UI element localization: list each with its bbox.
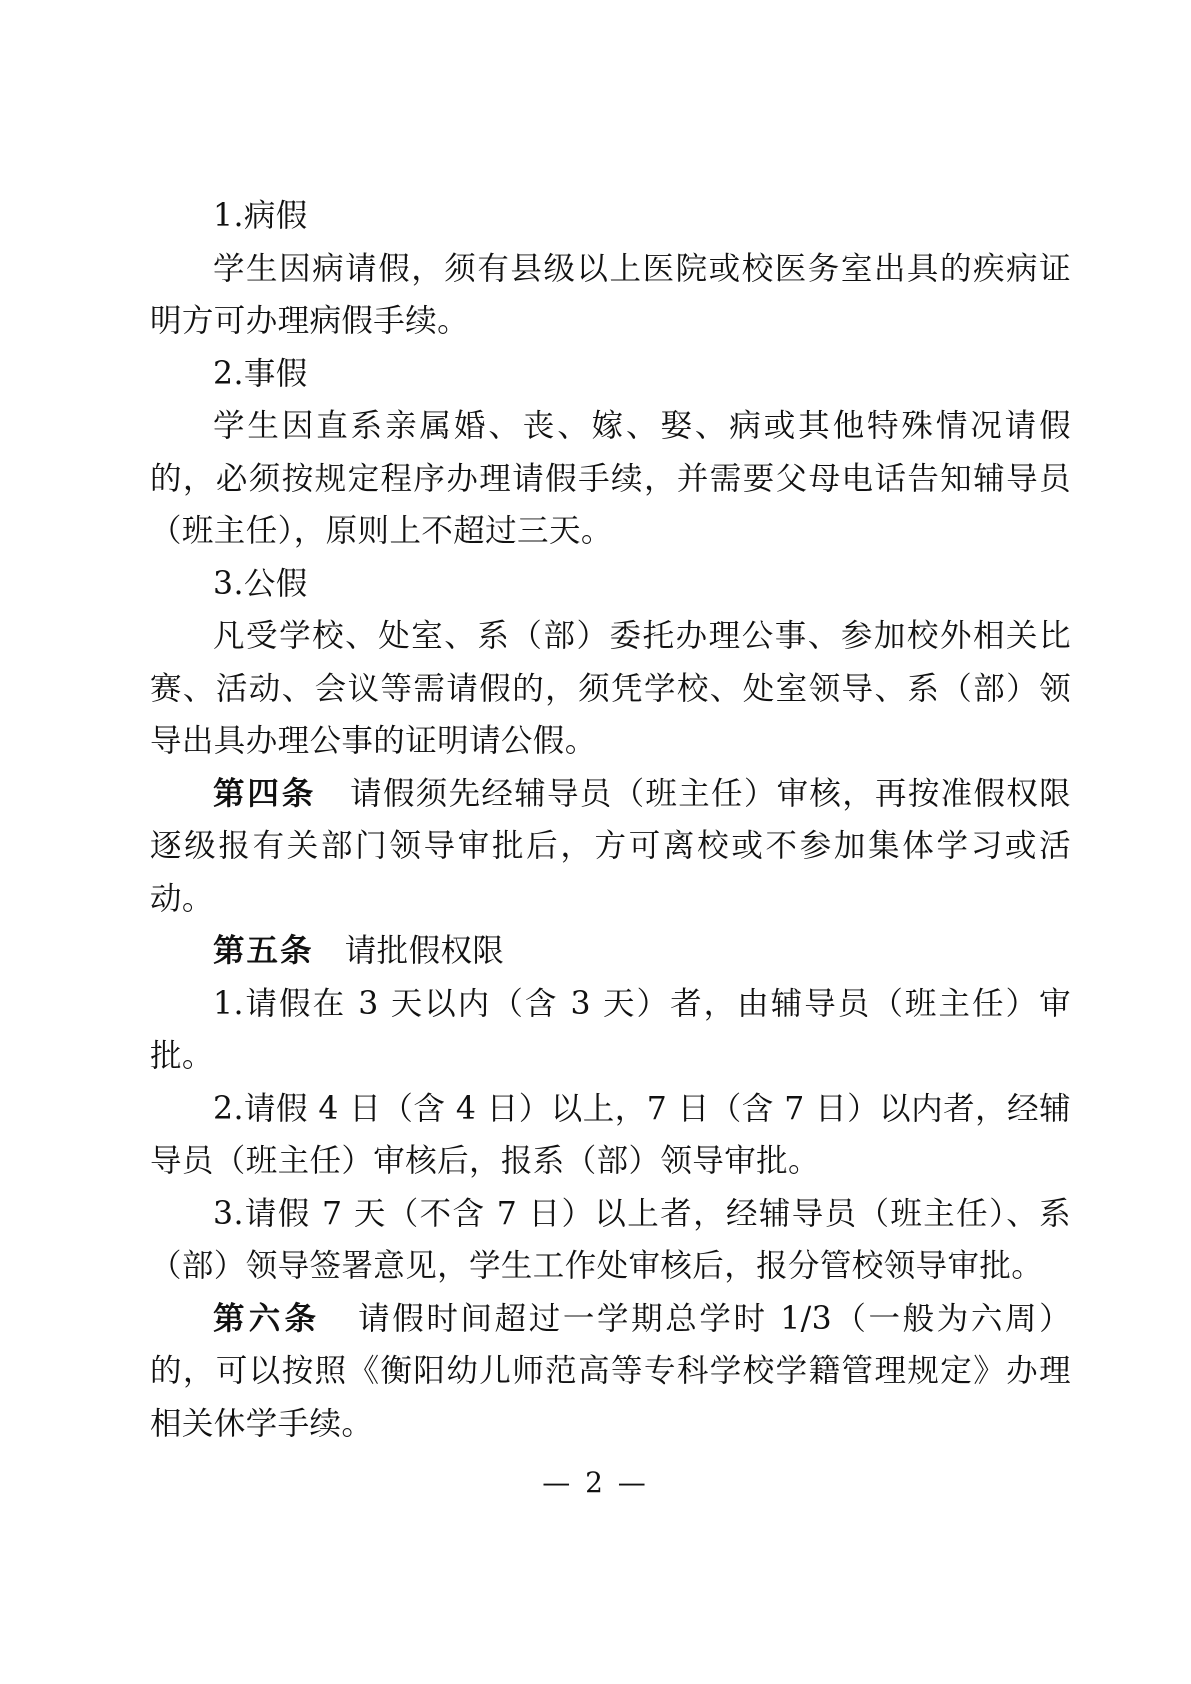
article-4-label: 第四条 bbox=[213, 774, 317, 812]
paragraph-6 bbox=[150, 610, 1071, 768]
page-number: — 2 — bbox=[542, 1466, 649, 1499]
paragraph-10 bbox=[150, 1083, 1071, 1188]
article-5-label: 第五条 bbox=[213, 932, 314, 969]
paragraph-3 bbox=[150, 348, 1071, 401]
paragraph-5 bbox=[150, 558, 1071, 611]
paragraph-text: 学生因病请假，须有县级以上医院或校医务室出具的疾病证明方可办理病假手续。 bbox=[150, 250, 1071, 339]
paragraph-text: 2.请假 4 日（含 4 日）以上，7 日（含 7 日）以内者，经辅导员（班主任）审核后，报系（部）领导审批。 bbox=[150, 1090, 1071, 1179]
paragraph-9 bbox=[150, 978, 1071, 1083]
paragraph-2 bbox=[150, 243, 1071, 348]
article-6-label: 第六条 bbox=[213, 1299, 321, 1337]
paragraph-1 bbox=[150, 190, 1071, 243]
article-4-paragraph bbox=[150, 768, 1071, 926]
paragraph-text: 请假时间超过一学期总学时 1/3（一般为六周）的，可以按照《衡阳幼儿师范高等专科学校学籍管理规定》办理相关休学手续。 bbox=[150, 1300, 1071, 1442]
page-footer bbox=[0, 1466, 1191, 1499]
paragraph-text: 凡受学校、处室、系（部）委托办理公事、参加校外相关比赛、活动、会议等需请假的，须凭学校、处室领导、系（部）领导出具办理公事的证明请公假。 bbox=[150, 618, 1071, 759]
paragraph-text: 3.请假 7 天（不含 7 日）以上者，经辅导员（班主任）、系（部）领导签署意见，学生工作处审核后，报分管校领导审批。 bbox=[150, 1195, 1071, 1284]
paragraph-text: 学生因直系亲属婚、丧、嫁、娶、病或其他特殊情况请假的，必须按规定程序办理请假手续，并需要父母电话告知辅导员（班主任），原则上不超过三天。 bbox=[150, 408, 1071, 549]
paragraph-text: 3.公假 bbox=[213, 565, 308, 602]
article-5-paragraph bbox=[150, 925, 1071, 978]
paragraph-text: 1.病假 bbox=[213, 198, 308, 234]
document-body bbox=[150, 190, 1071, 1450]
article-6-paragraph bbox=[150, 1293, 1071, 1451]
paragraph-11 bbox=[150, 1188, 1071, 1293]
paragraph-text: 1.请假在 3 天以内（含 3 天）者，由辅导员（班主任）审批。 bbox=[150, 985, 1071, 1074]
paragraph-text: 2.事假 bbox=[213, 355, 308, 392]
paragraph-text: 请假须先经辅导员（班主任）审核，再按准假权限逐级报有关部门领导审批后，方可离校或不参加集体学习或活动。 bbox=[150, 775, 1071, 917]
paragraph-4 bbox=[150, 400, 1071, 558]
paragraph-text: 请批假权限 bbox=[344, 933, 505, 969]
